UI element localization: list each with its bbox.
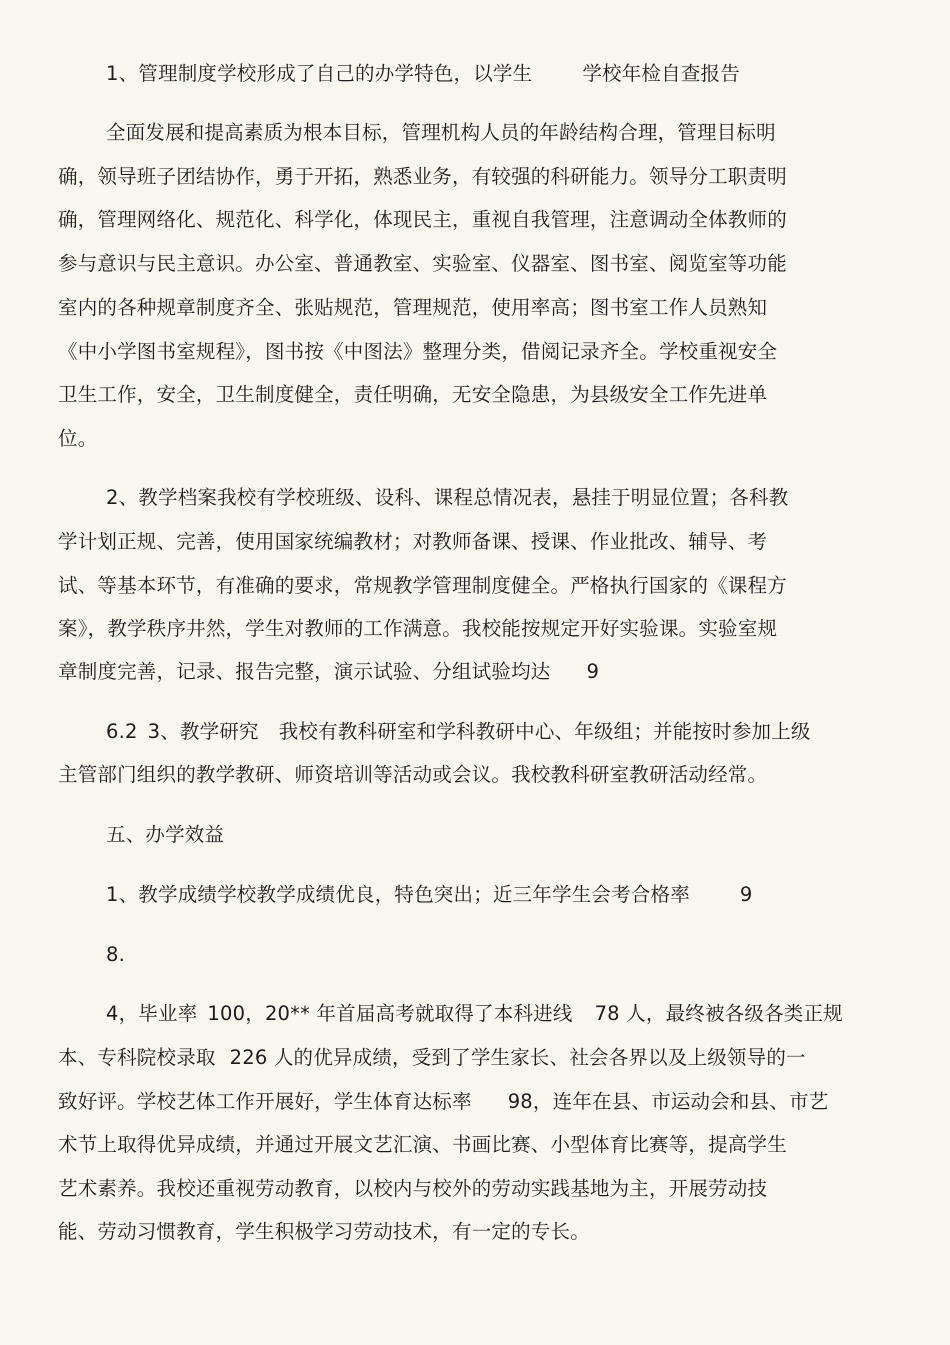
paragraph-line: 参与意识与民主意识。办公室、普通教室、实验室、仪器室、图书室、阅览室等功能 [58,252,787,275]
number-fragment: 9 [586,660,600,683]
paragraph-line: 《中小学图书室规程》，图书按《中图法》整理分类，借阅记录齐全。学校重视安全 [58,340,778,363]
paragraph-line: 全面发展和提高素质为根本目标，管理机构人员的年龄结构合理，管理目标明 [106,121,776,144]
paragraph-line: 8. [106,943,126,966]
header-line [106,62,740,86]
paragraph-line: 案》，教学秩序井然，学生对教师的工作满意。我校能按规定开好实验课。实验室规 [58,617,778,640]
paragraph-text: 1、教学成绩学校教学成绩优良，特色突出；近三年学生会考合格率 [106,883,690,906]
paragraph-text: 本、专科院校录取 [58,1046,216,1069]
section-title: 五、办学效益 [106,823,225,846]
paragraph-line [58,660,599,684]
paragraph-line: 术节上取得优异成绩，并通过开展文艺汇演、书画比赛、小型体育比赛等，提高学生 [58,1133,787,1156]
paragraph-text: 4，毕业率 [106,1002,198,1025]
paragraph-line: 主管部门组织的教学教研、师资培训等活动或会议。我校教科研室教研活动经常。 [58,763,768,786]
number-fragment: 9 [739,883,753,906]
paragraph-line: 2、教学档案我校有学校班级、设科、课程总情况表，悬挂于明显位置；各科教 [106,486,789,509]
paragraph-line: 艺术素养。我校还重视劳动教育，以校内与校外的劳动实践基地为主，开展劳动技 [58,1177,768,1200]
paragraph-line [106,883,753,907]
paragraph-line [58,1046,806,1070]
paragraph-text: 98，连年在县、市运动会和县、市艺 [507,1090,829,1113]
paragraph-line [106,720,811,744]
header-left-text: 1、管理制度学校形成了自己的办学特色，以学生 [106,62,533,85]
paragraph-line: 确，领导班子团结协作，勇于开拓，熟悉业务，有较强的科研能力。领导分工职责明 [58,165,787,188]
paragraph-line: 室内的各种规章制度齐全、张贴规范，管理规范，使用率高；图书室工作人员熟知 [58,296,768,319]
paragraph-line: 位。 [58,427,98,450]
paragraph-line [58,1090,828,1114]
paragraph-text: 226 人的优异成绩，受到了学生家长、社会各界以及上级领导的一 [229,1046,806,1069]
paragraph-line [106,1002,843,1026]
paragraph-text: 78 人，最终被各级各类正规 [594,1002,843,1025]
paragraph-text: 我校有教科研室和学科教研中心、年级组；并能按时参加上级 [278,720,811,743]
paragraph-line: 能、劳动习惯教育，学生积极学习劳动技术，有一定的专长。 [58,1220,590,1243]
paragraph-text: 100，20** 年首届高考就取得了本科进线 [207,1002,573,1025]
paragraph-line: 试、等基本环节，有准确的要求，常规教学管理制度健全。严格执行国家的《课程方 [58,574,787,597]
paragraph-line: 确，管理网络化、规范化、科学化，体现民主，重视自我管理，注意调动全体教师的 [58,208,787,231]
paragraph-text: 章制度完善，记录、报告完整，演示试验、分组试验均达 [58,660,551,683]
paragraph-text: 致好评。学校艺体工作开展好，学生体育达标率 [58,1090,472,1113]
paragraph-line: 卫生工作，安全，卫生制度健全，责任明确，无安全隐患，为县级安全工作先进单 [58,383,768,406]
section-heading-inline: 3、教学研究 [147,720,259,743]
paragraph-line: 学计划正规、完善，使用国家统编教材；对教师备课、授课、作业批改、辅导、考 [58,530,768,553]
number-fragment: 6.2 [106,720,138,743]
report-title: 学校年检自查报告 [582,62,740,85]
